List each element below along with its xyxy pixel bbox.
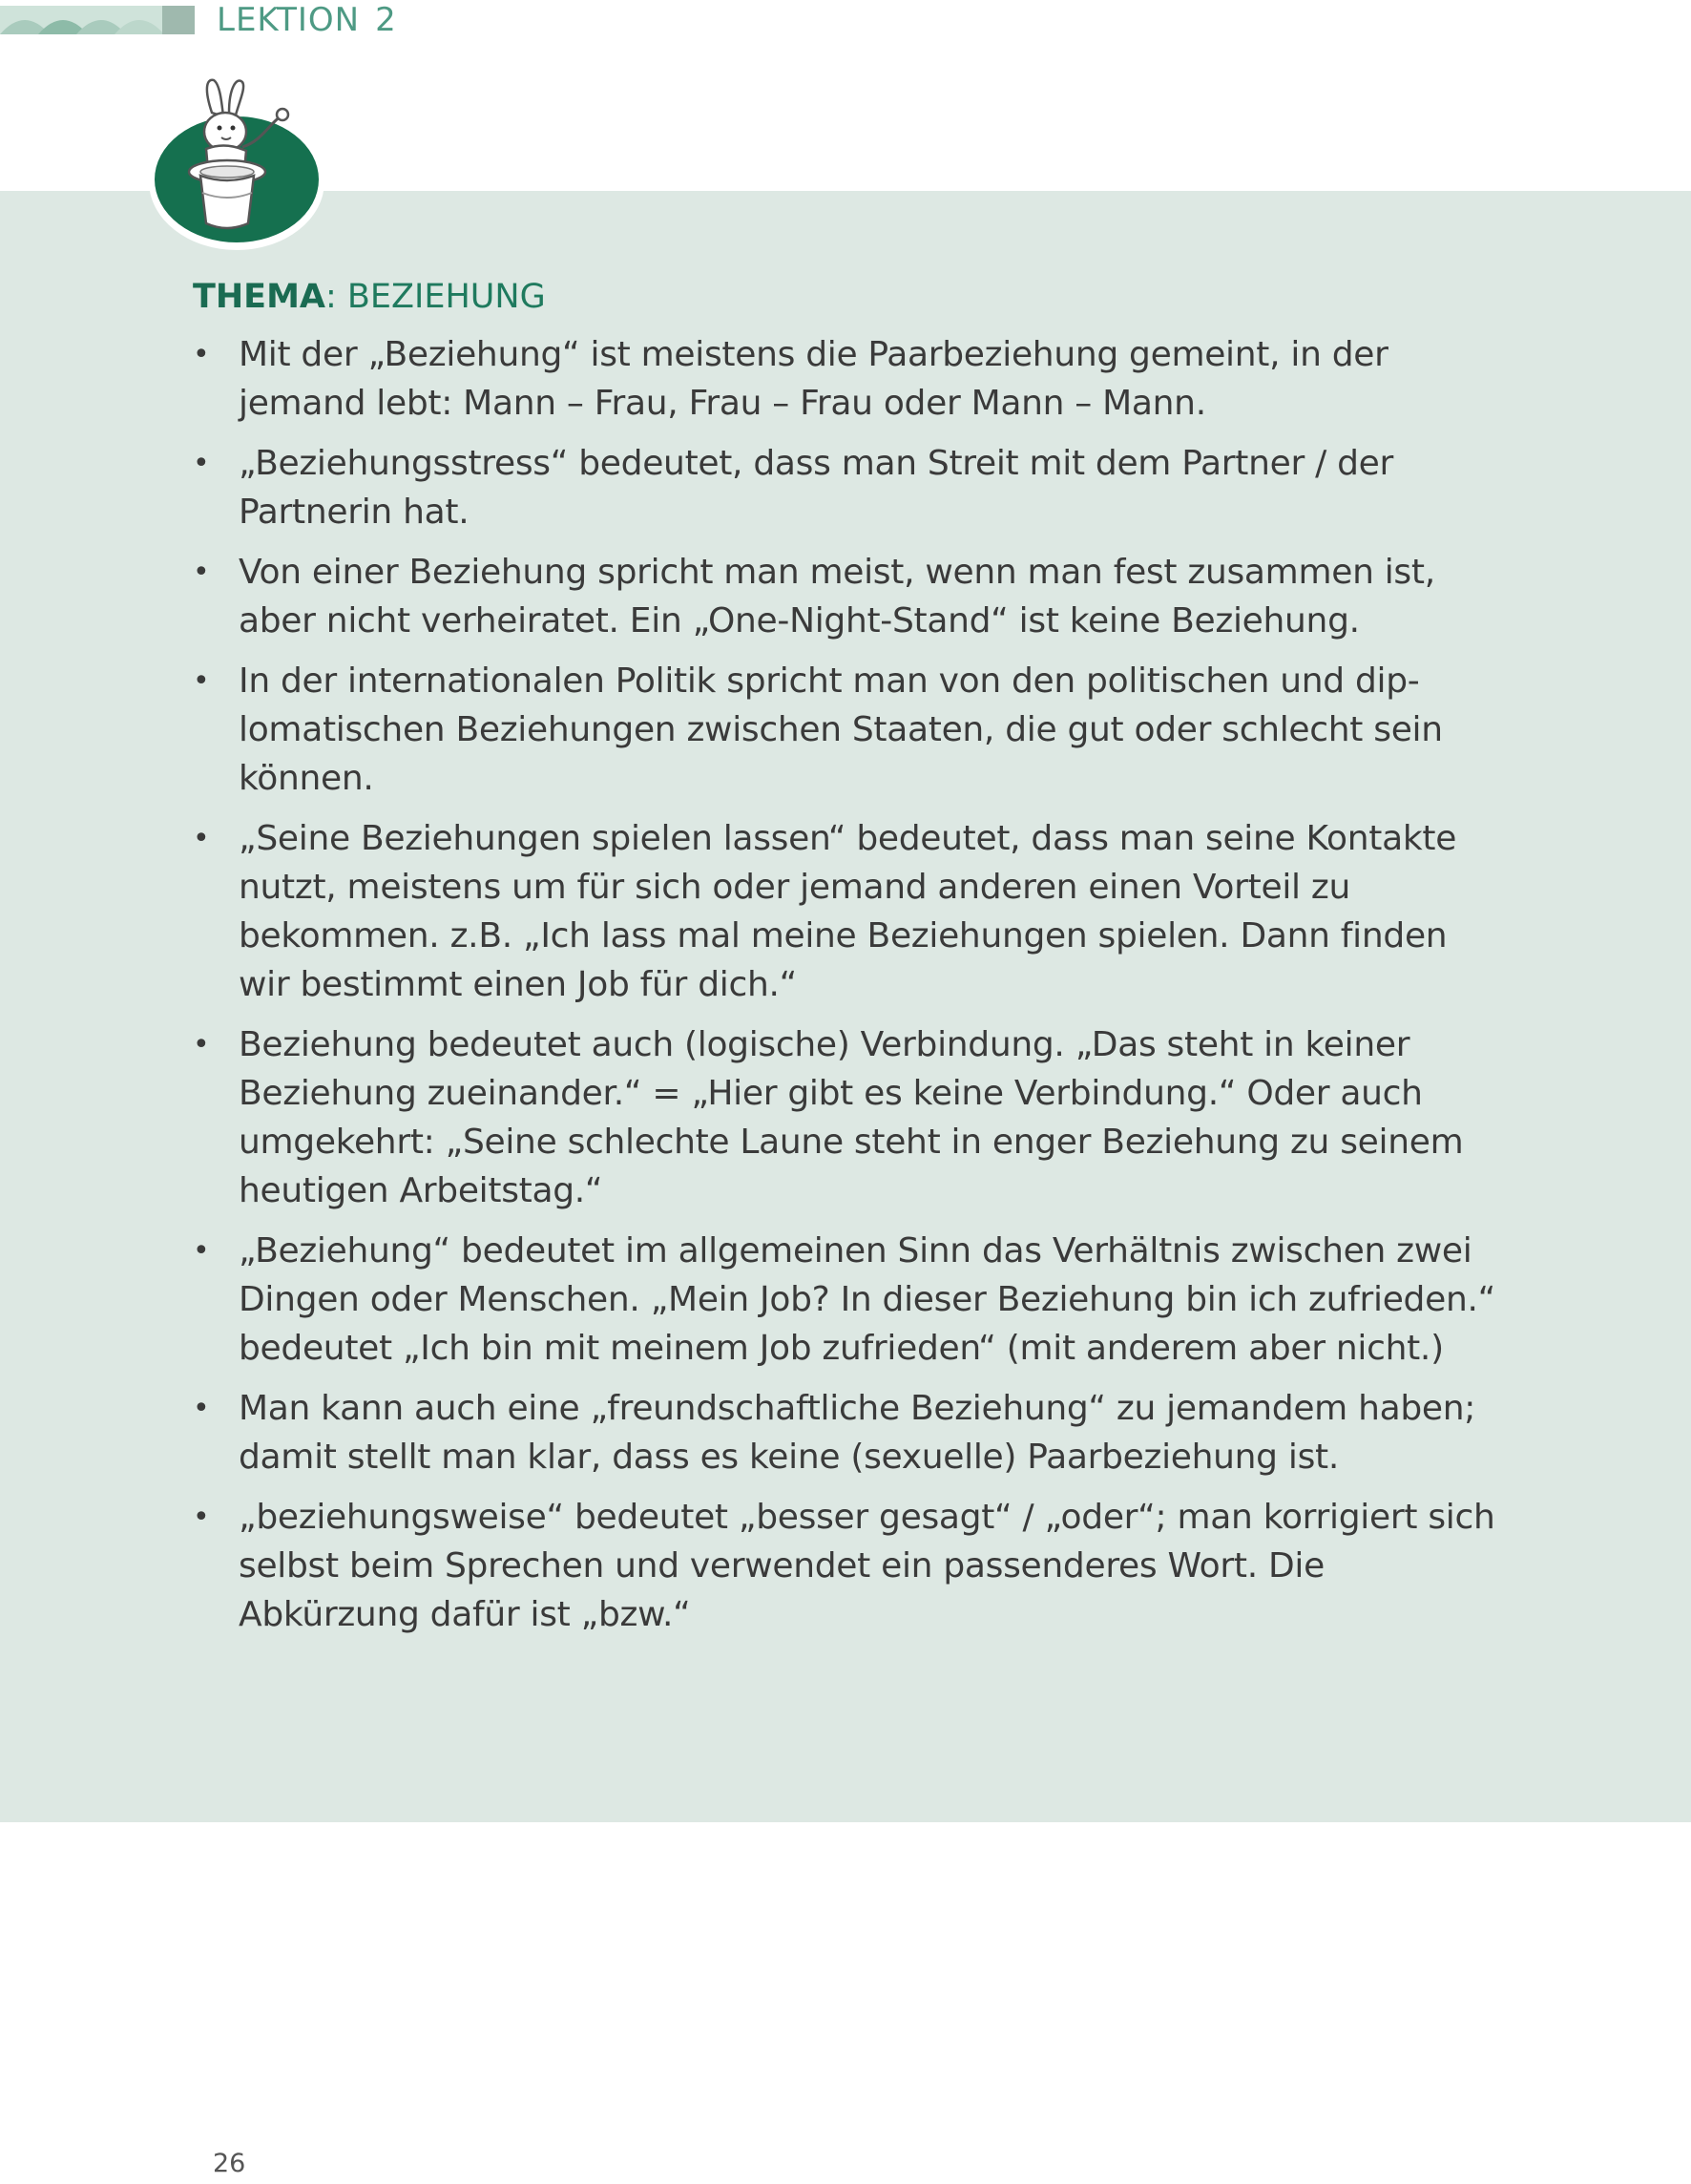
bullet-dot-icon: •: [193, 664, 210, 698]
bullet-text: Mit der „Beziehung“ ist meistens die Paarbeziehung gemeint, in der jemand lebt: Mann – Frau, Frau – Frau oder Mann – Mann.: [239, 335, 1388, 423]
bullet-text: Von einer Beziehung spricht man meist, wenn man fest zusammen ist, aber nicht verheiratet. Ein „One-Night-Stand“ ist keine Beziehung.: [239, 553, 1435, 640]
bullet-text: Man kann auch eine „freundschaftliche Beziehung“ zu jemandem haben; damit stellt man klar, dass es keine (sexuelle) Paarbeziehung ist.: [239, 1389, 1476, 1477]
bullet-dot-icon: •: [193, 338, 210, 371]
list-item: [189, 657, 1506, 803]
topic-bullet-list: [189, 330, 1506, 1650]
bullet-text: „Beziehungsstress“ bedeutet, dass man Streit mit dem Partner / der Partnerin hat.: [239, 444, 1393, 532]
bullet-text: „Beziehung“ bedeutet im allgemeinen Sinn das Verhältnis zwischen zwei Dingen oder Menschen. „Mein Job? In dieser Beziehung bin ich zufrieden.“ bedeutet „Ich bin mit meinem Job zufrieden“ (mit anderem aber nicht.): [239, 1231, 1495, 1368]
list-item: [189, 1227, 1506, 1373]
bullet-text: In der internationalen Politik spricht man von den politischen und diplomatischen Beziehungen zwischen Staaten, die gut oder schlecht sein können.: [239, 662, 1443, 798]
list-item: [189, 814, 1506, 1009]
bullet-dot-icon: •: [193, 1501, 210, 1534]
bullet-text: Beziehung bedeutet auch (logische) Verbindung. „Das steht in keiner Beziehung zueinander.“ = „Hier gibt es keine Verbindung.“ Oder auch umgekehrt: „Seine schlechte Laune steht in enger Beziehung zu seinem heutigen Arbeitstag.“: [239, 1025, 1464, 1210]
list-item: [189, 1020, 1506, 1215]
list-item: [189, 1493, 1506, 1639]
topic-title: : BEZIEHUNG: [325, 278, 546, 316]
lesson-header: [217, 0, 397, 40]
header-decoration-strip: [0, 6, 195, 34]
bullet-text: „beziehungsweise“ bedeutet „besser gesagt“ / „oder“; man korrigiert sich selbst beim Sprechen und verwendet ein passenderes Wort. Die Abkürzung dafür ist „bzw.“: [239, 1498, 1495, 1634]
bullet-dot-icon: •: [193, 822, 210, 855]
bullet-text: „Seine Beziehungen spielen lassen“ bedeutet, dass man seine Kontakte nutzt, meistens um für sich oder jemand anderen einen Vorteil zu bekommen. z.B. „Ich lass mal meine Beziehungen spielen. Dann finden wir bestimmt einen Job für dich.“: [239, 819, 1457, 1004]
list-item: [189, 1384, 1506, 1481]
lesson-number: 2: [375, 1, 397, 39]
topic-heading: [193, 277, 546, 317]
bullet-dot-icon: •: [193, 447, 210, 480]
rabbit-in-top-hat-icon: [137, 74, 338, 262]
list-item: [189, 330, 1506, 428]
bullet-dot-icon: •: [193, 556, 210, 589]
page-number: 26: [213, 2149, 246, 2178]
bullet-dot-icon: •: [193, 1234, 210, 1268]
lesson-label: LEKTION: [217, 1, 361, 39]
list-item: [189, 439, 1506, 536]
list-item: [189, 548, 1506, 645]
topic-label: THEMA: [193, 278, 325, 316]
bullet-dot-icon: •: [193, 1392, 210, 1425]
bullet-dot-icon: •: [193, 1028, 210, 1061]
